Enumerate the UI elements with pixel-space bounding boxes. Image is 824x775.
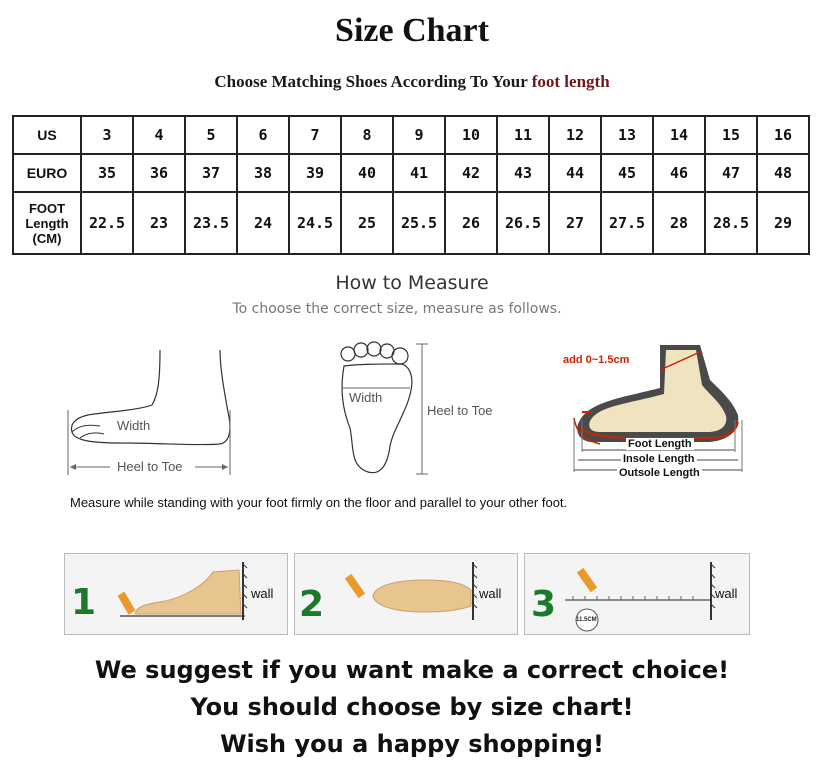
euro-cell: 36: [133, 154, 185, 192]
euro-cell: 39: [289, 154, 341, 192]
foot-length-row: [13, 192, 809, 254]
us-cell: 15: [705, 116, 757, 154]
side-width-label: Width: [117, 418, 151, 433]
foot-cell: 28.5: [705, 192, 757, 254]
how-to-measure-title: How to Measure: [335, 272, 489, 294]
euro-cell: 42: [445, 154, 497, 192]
shoe-outsole-length-label: Outsole Length: [619, 467, 700, 479]
foot-cell: 22.5: [81, 192, 133, 254]
us-cell: 14: [653, 116, 705, 154]
foot-cell: 27: [549, 192, 601, 254]
step-3-wall-label: wall: [715, 586, 738, 601]
euro-label: EURO: [13, 154, 81, 192]
foot-cell: 24.5: [289, 192, 341, 254]
sole-width-label: Width: [349, 390, 383, 405]
side-foot-outline: [72, 350, 230, 445]
page-subtitle: [0, 72, 824, 92]
suggestion-line-2: You should choose by size chart!: [190, 693, 634, 721]
foot-length-label: [13, 192, 81, 254]
measure-note: Measure while standing with your foot firmly on the floor and parallel to your other foot.: [70, 495, 568, 510]
euro-cell: 37: [185, 154, 237, 192]
us-label: US: [13, 116, 81, 154]
step-3-number: 3: [531, 584, 557, 625]
how-to-measure-subtitle: To choose the correct size, measure as follows.: [232, 301, 562, 317]
subtitle-main: Choose Matching Shoes According To Your: [214, 72, 532, 91]
shoe-foot-length-label: Foot Length: [628, 438, 692, 450]
suggestion-line-1: We suggest if you want make a correct choice!: [94, 656, 730, 684]
us-cell: 11: [497, 116, 549, 154]
foot-cell: 28: [653, 192, 705, 254]
euro-cell: 43: [497, 154, 549, 192]
foot-cell: 26: [445, 192, 497, 254]
us-cell: 13: [601, 116, 653, 154]
us-cell: 3: [81, 116, 133, 154]
us-cell: 5: [185, 116, 237, 154]
shoe-add-label: add 0~1.5cm: [563, 354, 630, 366]
step-2-wall-label: wall: [479, 586, 502, 601]
euro-cell: 35: [81, 154, 133, 192]
step-1-panel: [64, 553, 288, 635]
foot-cell: 24: [237, 192, 289, 254]
us-row: [13, 116, 809, 154]
step-2-number: 2: [299, 584, 325, 625]
euro-cell: 44: [549, 154, 601, 192]
step-2-panel: [294, 553, 518, 635]
euro-cell: 45: [601, 154, 653, 192]
euro-cell: 38: [237, 154, 289, 192]
foot-label-line2: Length: [25, 215, 69, 231]
foot-cell: 23.5: [185, 192, 237, 254]
us-cell: 7: [289, 116, 341, 154]
side-toes: [72, 425, 104, 438]
foot-cell: 27.5: [601, 192, 653, 254]
euro-cell: 47: [705, 154, 757, 192]
us-cell: 6: [237, 116, 289, 154]
foot-cell: 23: [133, 192, 185, 254]
foot-cell: 25.5: [393, 192, 445, 254]
foot-cell: 25: [341, 192, 393, 254]
page-title: Size Chart: [335, 12, 489, 49]
us-cell: 10: [445, 116, 497, 154]
foot-label-line3: (CM): [32, 230, 62, 246]
suggestion-line-3: Wish you a happy shopping!: [220, 730, 604, 758]
step-3-ruler-label: 11.5CM: [576, 617, 597, 623]
euro-cell: 48: [757, 154, 809, 192]
euro-cell: 41: [393, 154, 445, 192]
foot-cell: 26.5: [497, 192, 549, 254]
shoe-insole-length-label: Insole Length: [623, 453, 695, 465]
us-cell: 8: [341, 116, 393, 154]
size-table: [12, 115, 810, 255]
euro-row: [13, 154, 809, 192]
foot-cell: 29: [757, 192, 809, 254]
step-1-wall-label: wall: [251, 586, 274, 601]
us-cell: 9: [393, 116, 445, 154]
step-1-number: 1: [71, 582, 97, 623]
side-heel-to-toe-label: Heel to Toe: [117, 459, 183, 474]
us-cell: 4: [133, 116, 185, 154]
foot-label-line1: FOOT: [28, 200, 66, 216]
subtitle-accent: foot length: [531, 72, 610, 91]
step-3-panel: [524, 553, 750, 635]
sole-heel-to-toe-label: Heel to Toe: [427, 403, 493, 418]
euro-cell: 40: [341, 154, 393, 192]
euro-cell: 46: [653, 154, 705, 192]
us-cell: 16: [757, 116, 809, 154]
us-cell: 12: [549, 116, 601, 154]
